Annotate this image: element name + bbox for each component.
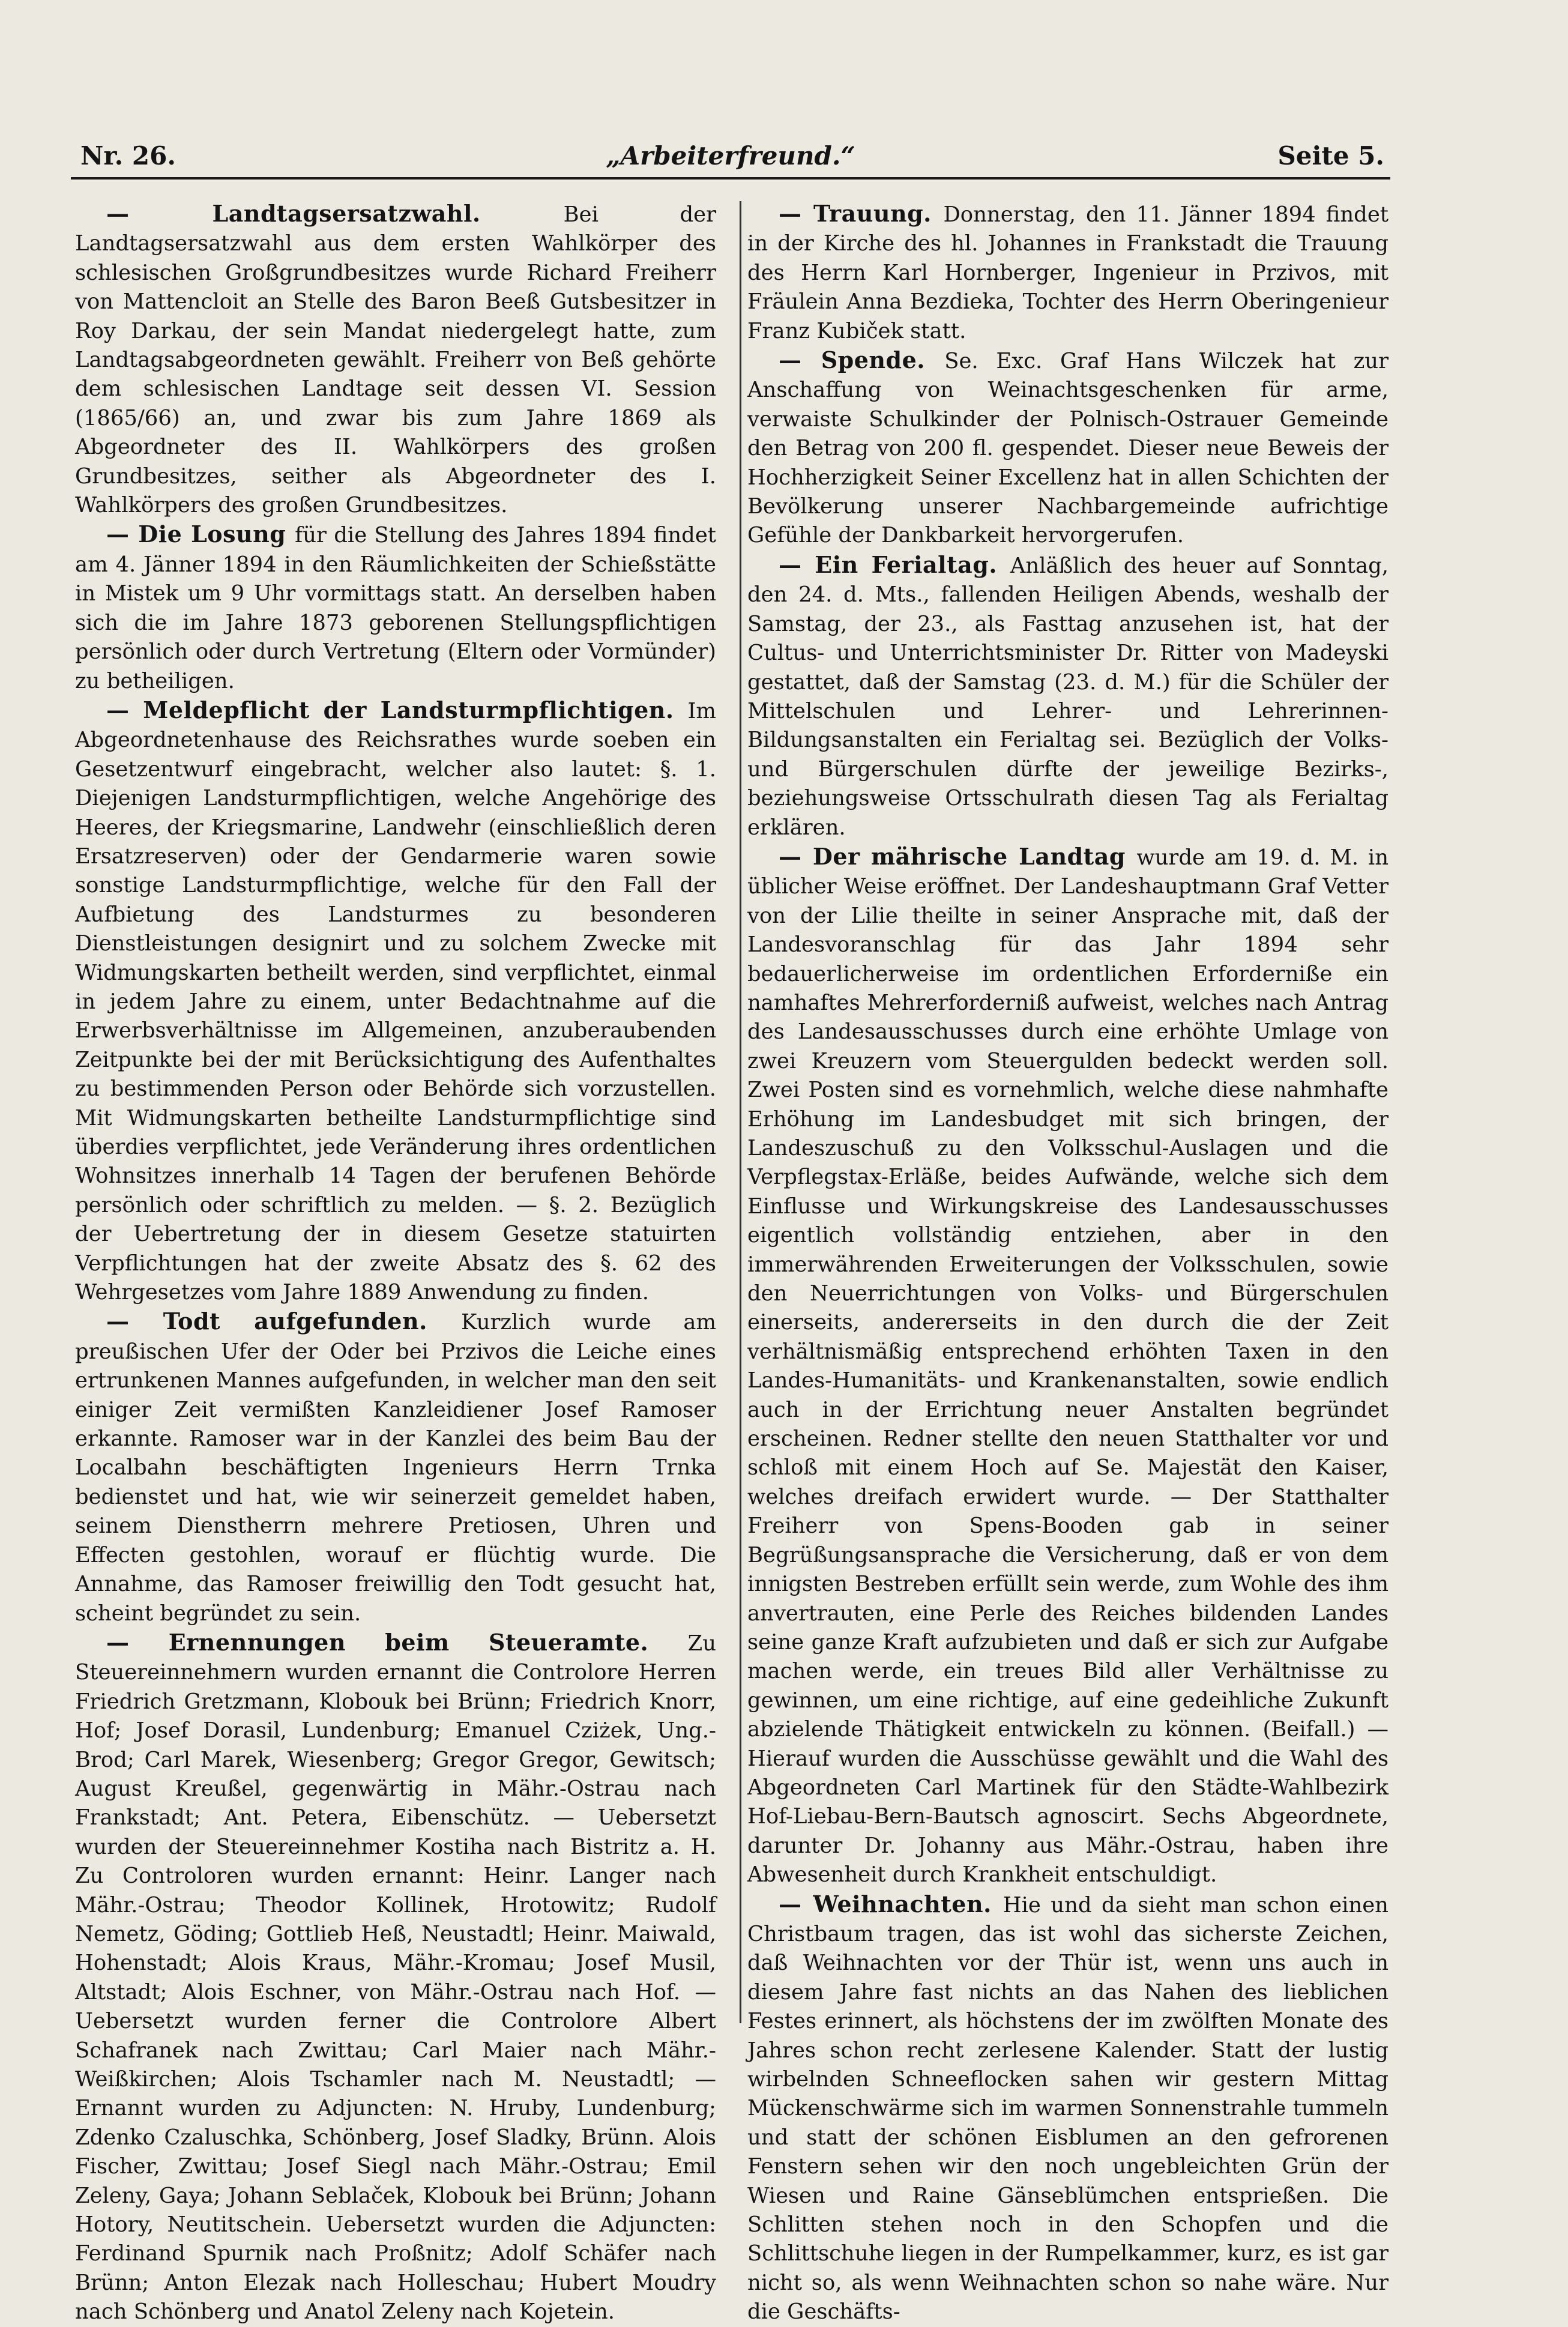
column-divider <box>740 201 741 2023</box>
article-title: — Spende. <box>779 346 945 374</box>
article-title: — Todt aufgefunden. <box>106 1308 462 1335</box>
page-number: Seite 5. <box>1277 141 1384 171</box>
article-ferialtag <box>747 551 1389 842</box>
right-column <box>747 199 1389 2327</box>
article-text: Im Abgeordnetenhause des Reichsrathes wurde soeben ein Gesetzentwurf eingebracht, welcher also lautet: §. 1. Diejenigen Landsturmpflichtigen, welche Angehörige des Heeres, der Kriegsmarine, Landwehr (einschließlich deren Ersatzreserven) oder der Gendarmerie waren sowie sonstige Landsturmpflichtige, welche für den Fall der Aufbietung des Landsturmes zu besonderen Dienstleistungen designirt und zu solchem Zwecke mit Widmungskarten betheilt werden, sind verpflichtet, einmal in jedem Jahre zu einem, unter Bedachtnahme auf die Erwerbsverhältnisse im Allgemeinen, anzuberaubenden Zeitpunkte bei der mit Berücksichtigung des Aufenthaltes zu bestimmenden Person oder Behörde sich vorzustellen. Mit Widmungskarten betheilte Landsturmpflichtige sind überdies verpflichtet, jede Veränderung ihres ordentlichen Wohnsitzes innerhalb 14 Tagen der berufenen Behörde persönlich oder schriftlich zu melden. — §. 2. Bezüglich der Uebertretung der in diesem Gesetze statuirten Verpflichtungen hat der zweite Absatz des §. 62 des Wehrgesetzes vom Jahre 1889 Anwendung zu finden. <box>75 698 716 1305</box>
article-title: — Meldepflicht der Landsturmpflichtigen. <box>106 696 688 723</box>
article-ernennungen <box>75 1628 716 2327</box>
article-spende <box>747 346 1389 551</box>
article-meldepflicht <box>75 696 716 1308</box>
article-text: Zu Steuereinnehmern wurden ernannt die Controlore Herren Friedrich Gretzmann, Klobouk bei Brünn; Friedrich Knorr, Hof; Josef Dorasil, Lundenburg; Emanuel Cziżek, Ung.-Brod; Carl Marek, Wiesenberg; Gregor Gregor, Gewitsch; August Kreußel, gegenwärtig in Mähr.-Ostrau nach Frankstadt; Ant. Petera, Eibenschütz. — Uebersetzt wurden der Steuereinnehmer Kostiha nach Bistritz a. H. Zu Controloren wurden ernannt: Heinr. Langer nach Mähr.-Ostrau; Theodor Kollinek, Hrotowitz; Rudolf Nemetz, Göding; Gottlieb Heß, Neustadtl; Heinr. Maiwald, Hohenstadt; Alois Kraus, Mähr.-Kromau; Josef Musil, Altstadt; Alois Eschner, von Mähr.-Ostrau nach Hof. — Uebersetzt wurden ferner die Controlore Albert Schafranek nach Zwittau; Carl Maier nach Mähr.-Weißkirchen; Alois Tschamler nach M. Neustadtl; — Ernannt wurden zu Adjuncten: N. Hruby, Lundenburg; Zdenko Czaluschka, Schönberg, Josef Sladky, Brünn. Alois Fischer, Zwittau; Josef Siegl nach Mähr.-Ostrau; Emil Zeleny, Gaya; Johann Seblaček, Klobouk bei Brünn; Johann Hotory, Neutitschein. Uebersetzt wurden die Adjuncten: Ferdinand Spurnik nach Proßnitz; Adolf Schäfer nach Brünn; Anton Elezak nach Holleschau; Hubert Moudry nach Schönberg und Anatol Zeleny nach Kojetein. <box>75 1631 716 2325</box>
article-maehrischer-landtag <box>747 842 1389 1890</box>
article-weihnachten <box>747 1890 1389 2327</box>
article-text: Hie und da sieht man schon einen Christbaum tragen, das ist wohl das sicherste Zeichen, daß Weihnachten vor der Thür ist, wenn uns auch in diesem Jahre fast nichts an das Nahen des lieblichen Festes erinnert, als höchstens der im zwölften Monate des Jahres schon recht zerlesene Kalender. Statt der lustig wirbelnden Schneeflocken sahen wir gestern Mittag Mückenschwärme sich im warmen Sonnenstrahle tummeln und statt der schönen Eisblumen an den gefrorenen Fenstern sehen wir den noch ungebleichten Grün der Wiesen und Raine Gänseblümchen entsprießen. Die Schlitten stehen noch in den Schopfen und die Schlittschuhe liegen in der Rumpelkammer, kurz, es ist gar nicht so, als wenn Weihnachten schon so nahe wäre. Nur die Geschäfts- <box>747 1892 1389 2325</box>
article-text: Bei der Landtagsersatzwahl aus dem ersten Wahlkörper des schlesischen Großgrundbesitzes wurde Richard Freiherr von Mattencloit an Stelle des Baron Beeß Gutsbesitzer in Roy Darkau, der sein Mandat niedergelegt hatte, zum Landtagsabgeordneten gewählt. Freiherr von Beß gehörte dem schlesischen Landtage seit dessen VI. Session (1865/66) an, und zwar bis zum Jahre 1869 als Abgeordneter des II. Wahlkörpers des großen Grundbesitzes, seither als Abgeordneter des I. Wahlkörpers des großen Grundbesitzes. <box>75 202 716 518</box>
article-title: — Ein Ferialtag. <box>779 551 1010 578</box>
article-title: — Weihnachten. <box>779 1890 1003 1918</box>
article-title: — Der mährische Landtag <box>779 842 1137 870</box>
article-losung <box>75 520 716 695</box>
article-landtagsersatzwahl <box>75 199 716 520</box>
article-text: Se. Exc. Graf Hans Wilczek hat zur Anschaffung von Weinachtsgeschenken für arme, verwaiste Schulkinder der Polnisch-Ostrauer Gemeinde den Betrag von 200 fl. gespendet. Dieser neue Beweis der Hochherzigkeit Seiner Excellenz hat in allen Schichten der Bevölkerung unserer Nachbargemeinde aufrichtige Gefühle der Dankbarkeit hervorgerufen. <box>747 349 1389 548</box>
issue-number: Nr. 26. <box>80 141 176 171</box>
article-todt-aufgefunden <box>75 1307 716 1628</box>
article-title: — Ernennungen beim Steueramte. <box>106 1628 688 1656</box>
newspaper-title: „Arbeiterfreund.“ <box>606 141 855 171</box>
article-title: — Trauung. <box>779 200 944 227</box>
article-title: — Die Losung <box>106 521 295 548</box>
left-column <box>75 199 716 2327</box>
article-trauung <box>747 199 1389 346</box>
article-text: Kurzlich wurde am preußischen Ufer der Oder bei Przivos die Leiche eines ertrunkenen Mannes aufgefunden, in welcher man den seit einiger Zeit vermißten Kanzleidiener Josef Ramoser erkannte. Ramoser war in der Kanzlei des beim Bau der Localbahn beschäftigten Ingenieurs Herrn Trnka bedienstet und hat, wie wir seinerzeit gemeldet haben, seinem Dienstherrn mehrere Pretiosen, Uhren und Effecten gestohlen, worauf er flüchtig wurde. Die Annahme, das Ramoser freiwillig den Todt gesucht hat, scheint begründet zu sein. <box>75 1310 716 1626</box>
article-text: für die Stellung des Jahres 1894 findet am 4. Jänner 1894 in den Räumlichkeiten der Schießstätte in Mistek um 9 Uhr vormittags statt. An derselben haben sich die im Jahre 1873 geborenen Stellungspflichtigen persönlich oder durch Vertretung (Eltern oder Vormünder) zu betheiligen. <box>75 523 716 693</box>
page-header <box>71 135 1390 180</box>
article-text: wurde am 19. d. M. in üblicher Weise eröffnet. Der Landeshauptmann Graf Vetter von der Lilie theilte in seiner Ansprache mit, daß der Landesvoranschlag für das Jahr 1894 sehr bedauerlicherweise im ordentlichen Erforderniße ein namhaftes Mehrerforderniß aufweist, welches nach Antrag des Landesausschusses durch eine erhöhte Umlage von zwei Kreuzern vom Steuergulden bedeckt werden soll. Zwei Posten sind es vornehmlich, welche diese nahmhafte Erhöhung im Landesbudget mit sich bringen, der Landeszuschuß zu den Volksschul-Auslagen und die Verpflegstax-Erläße, beides Aufwände, welche sich dem Einflusse und Wirkungskreise des Landesausschusses eigentlich vollständig entziehen, aber in den immerwährenden Erweiterungen der Volksschulen, sowie den Neuerrichtungen von Volks- und Bürgerschulen einerseits, andererseits in den durch die der Zeit verhältnismäßig entsprechend erhöhten Taxen in den Landes-Humanitäts- und Krankenanstalten, sowie endlich auch in der Errichtung neuer Anstalten begründet erscheinen. Redner stellte den neuen Statthalter vor und schloß mit einem Hoch auf Se. Majestät den Kaiser, welches dreifach erwidert wurde. — Der Statthalter Freiherr von Spens-Booden gab in seiner Begrüßungsansprache die Versicherung, daß er von dem innigsten Bestreben erfüllt sein werde, zum Wohle des ihm anvertrauten, eine Perle des Reiches bildenden Landes seine ganze Kraft aufzubieten und daß er sich zur Aufgabe machen werde, ein treues Bild aller Verhältnisse zu gewinnen, um eine richtige, auf eine gedeihliche Zukunft abzielende Thätigkeit entwickeln zu können. (Beifall.) — Hierauf wurden die Ausschüsse gewählt und die Wahl des Abgeordneten Carl Martinek für den Städte-Wahlbezirk Hof-Liebau-Bern-Bautsch agnoscirt. Sechs Abgeordnete, darunter Dr. Johanny aus Mähr.-Ostrau, haben ihre Abwesenheit durch Krankheit entschuldigt. <box>747 845 1389 1888</box>
article-text: Anläßlich des heuer auf Sonntag, den 24. d. Mts., fallenden Heiligen Abends, weshalb der Samstag, der 23., als Fasttag anzusehen ist, hat der Cultus- und Unterrichtsminister Dr. Ritter von Madeyski gestattet, daß der Samstag (23. d. M.) für die Schüler der Mittelschulen und Lehrer- und Lehrerinnen-Bildungsanstalten ein Ferialtag sei. Bezüglich der Volks- und Bürgerschulen dürfte der jeweilige Bezirks-, beziehungsweise Ortsschulrath diesen Tag als Ferialtag erklären. <box>747 553 1389 840</box>
article-title: — Landtagsersatzwahl. <box>106 200 564 227</box>
article-text: Donnerstag, den 11. Jänner 1894 findet in der Kirche des hl. Johannes in Frankstadt die Trauung des Herrn Karl Hornberger, Ingenieur in Przivos, mit Fräulein Anna Bezdieka, Tochter des Herrn Oberingenieur Franz Kubiček statt. <box>747 202 1389 343</box>
